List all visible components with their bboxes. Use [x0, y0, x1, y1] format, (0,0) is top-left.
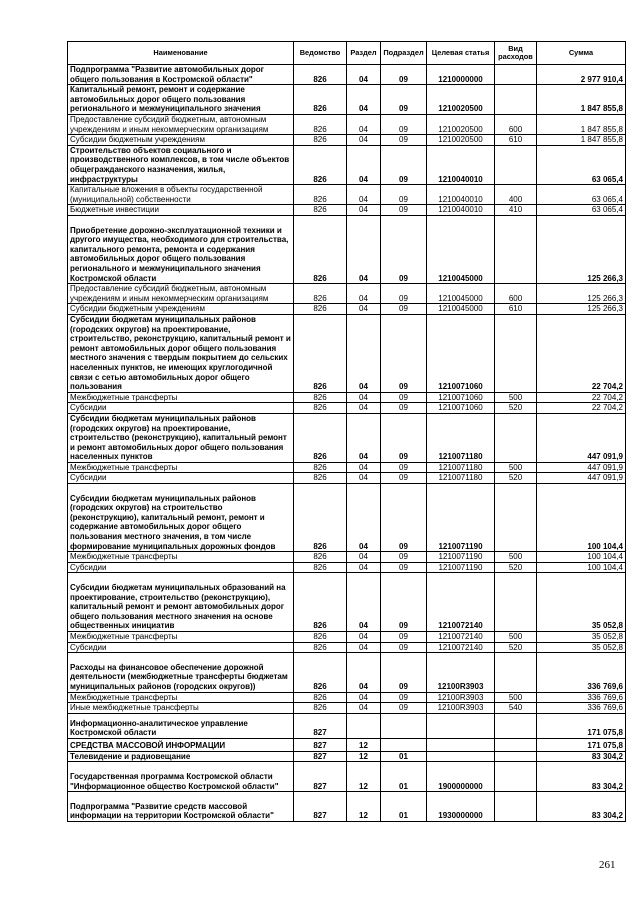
cell-subsection	[381, 738, 427, 751]
cell-target-article: 1210072140	[427, 573, 495, 632]
cell-expense-type	[495, 738, 537, 751]
cell-name: Субсидии бюджетам муниципальных районов (городских округов) на строительство (реконструкцию), капитальный ремонт, ремонт и содержание автомобильных дорог общего пользования местного значения, в том числе формирование муниципальных дорожных фондов	[68, 484, 294, 552]
cell-section: 04	[347, 145, 381, 184]
cell-expense-type: 500	[495, 692, 537, 703]
table-row	[68, 692, 626, 703]
header-expense-type: Вид расходов	[495, 42, 537, 65]
table-row	[68, 751, 626, 762]
cell-expense-type	[495, 314, 537, 392]
cell-section: 04	[347, 642, 381, 653]
header-name: Наименование	[68, 42, 294, 65]
cell-section: 04	[347, 392, 381, 403]
cell-sum: 35 052,8	[537, 573, 626, 632]
cell-sum: 35 052,8	[537, 632, 626, 643]
cell-target-article	[427, 713, 495, 738]
cell-department: 826	[294, 632, 347, 643]
cell-section: 04	[347, 484, 381, 552]
cell-expense-type: 540	[495, 703, 537, 714]
cell-name: Субсидии	[68, 473, 294, 484]
table-row	[68, 653, 626, 692]
cell-expense-type: 500	[495, 392, 537, 403]
cell-subsection: 09	[381, 65, 427, 85]
cell-name: Субсидии бюджетам муниципальных районов (городских округов) на проектирование, строительство (реконструкцию), капитальный ремонт и ремонт автомобильных дорог общего пользования населенных пунктов	[68, 413, 294, 462]
cell-department: 826	[294, 65, 347, 85]
cell-target-article: 1210040010	[427, 145, 495, 184]
cell-department: 826	[294, 392, 347, 403]
cell-section: 04	[347, 473, 381, 484]
cell-subsection: 09	[381, 284, 427, 304]
cell-target-article: 1210040010	[427, 185, 495, 205]
cell-target-article: 1210020500	[427, 135, 495, 146]
table-row	[68, 738, 626, 751]
cell-department: 826	[294, 185, 347, 205]
cell-sum: 22 704,2	[537, 403, 626, 414]
cell-expense-type: 410	[495, 205, 537, 216]
cell-department: 826	[294, 562, 347, 573]
cell-target-article: 1210000000	[427, 65, 495, 85]
cell-name: СРЕДСТВА МАССОВОЙ ИНФОРМАЦИИ	[68, 738, 294, 751]
cell-expense-type: 500	[495, 632, 537, 643]
cell-subsection: 09	[381, 205, 427, 216]
cell-sum: 125 266,3	[537, 304, 626, 315]
cell-target-article: 1210071180	[427, 413, 495, 462]
table-row	[68, 85, 626, 115]
table-row	[68, 762, 626, 792]
cell-sum: 336 769,6	[537, 703, 626, 714]
cell-name: Субсидии	[68, 403, 294, 414]
cell-target-article: 1210071190	[427, 484, 495, 552]
cell-subsection: 09	[381, 632, 427, 643]
cell-subsection: 09	[381, 392, 427, 403]
cell-target-article: 1210071060	[427, 403, 495, 414]
cell-name: Субсидии	[68, 642, 294, 653]
cell-subsection: 09	[381, 462, 427, 473]
table-row	[68, 462, 626, 473]
cell-expense-type	[495, 145, 537, 184]
cell-target-article: 1210072140	[427, 632, 495, 643]
cell-sum: 1 847 855,8	[537, 114, 626, 134]
cell-target-article: 1210071180	[427, 473, 495, 484]
cell-section: 04	[347, 573, 381, 632]
cell-sum: 1 847 855,8	[537, 85, 626, 115]
cell-section: 04	[347, 462, 381, 473]
cell-department: 826	[294, 552, 347, 563]
cell-sum: 447 091,9	[537, 473, 626, 484]
cell-subsection: 09	[381, 145, 427, 184]
cell-target-article	[427, 751, 495, 762]
cell-sum: 1 847 855,8	[537, 135, 626, 146]
cell-subsection: 09	[381, 114, 427, 134]
cell-department: 826	[294, 135, 347, 146]
cell-expense-type: 500	[495, 462, 537, 473]
cell-sum: 447 091,9	[537, 413, 626, 462]
cell-name: Телевидение и радиовещание	[68, 751, 294, 762]
cell-department: 826	[294, 653, 347, 692]
cell-expense-type	[495, 792, 537, 822]
cell-sum: 35 052,8	[537, 642, 626, 653]
table-row	[68, 792, 626, 822]
cell-name: Субсидии бюджетам муниципальных образований на проектирование, строительство (реконструкцию), капитальный ремонт и ремонт автомобильных дорог общего пользования местного значения на основе общественных инициатив	[68, 573, 294, 632]
cell-expense-type	[495, 484, 537, 552]
cell-name: Капитальный ремонт, ремонт и содержание автомобильных дорог общего пользования регионального и межмуниципального значения	[68, 85, 294, 115]
cell-target-article: 1210045000	[427, 215, 495, 283]
cell-section: 12	[347, 738, 381, 751]
cell-section: 12	[347, 762, 381, 792]
cell-sum: 63 065,4	[537, 205, 626, 216]
cell-target-article: 1210071180	[427, 462, 495, 473]
table-row	[68, 284, 626, 304]
table-row	[68, 552, 626, 563]
cell-department: 827	[294, 738, 347, 751]
cell-department: 826	[294, 403, 347, 414]
cell-sum: 447 091,9	[537, 462, 626, 473]
cell-expense-type: 600	[495, 114, 537, 134]
cell-subsection: 09	[381, 135, 427, 146]
cell-department: 826	[294, 304, 347, 315]
cell-name: Подпрограмма "Развитие автомобильных дорог общего пользования в Костромской области"	[68, 65, 294, 85]
table-header-row	[68, 42, 626, 65]
cell-section: 04	[347, 185, 381, 205]
table-row	[68, 403, 626, 414]
cell-expense-type: 610	[495, 135, 537, 146]
cell-subsection: 01	[381, 792, 427, 822]
cell-subsection: 01	[381, 751, 427, 762]
table-body	[68, 65, 626, 822]
cell-target-article: 1210020500	[427, 114, 495, 134]
cell-target-article: 12100R3903	[427, 703, 495, 714]
cell-name: Бюджетные инвестиции	[68, 205, 294, 216]
cell-name: Строительство объектов социального и производственного комплексов, в том числе объектов общегражданского назначения, жилья, инфраструктуры	[68, 145, 294, 184]
cell-name: Субсидии бюджетам муниципальных районов (городских округов) на проектирование, строительство, реконструкцию, капитальный ремонт и ремонт автомобильных дорог общего пользования местного значения с твердым покрытием до сельских населенных пунктов, не имеющих круглогодичной связи с сетью автомобильных дорог общего пользования	[68, 314, 294, 392]
cell-subsection: 09	[381, 573, 427, 632]
cell-subsection	[381, 713, 427, 738]
cell-sum: 83 304,2	[537, 751, 626, 762]
cell-department: 827	[294, 713, 347, 738]
cell-section: 04	[347, 65, 381, 85]
cell-subsection: 09	[381, 85, 427, 115]
cell-expense-type	[495, 65, 537, 85]
cell-expense-type	[495, 762, 537, 792]
cell-subsection: 09	[381, 562, 427, 573]
cell-name: Капитальные вложения в объекты государственной (муниципальной) собственности	[68, 185, 294, 205]
cell-target-article: 12100R3903	[427, 692, 495, 703]
cell-target-article: 1210040010	[427, 205, 495, 216]
cell-sum: 171 075,8	[537, 738, 626, 751]
cell-section: 04	[347, 284, 381, 304]
cell-section: 04	[347, 413, 381, 462]
cell-target-article: 1900000000	[427, 762, 495, 792]
header-sum: Сумма	[537, 42, 626, 65]
cell-sum: 63 065,4	[537, 145, 626, 184]
cell-department: 826	[294, 314, 347, 392]
cell-target-article	[427, 738, 495, 751]
cell-section: 04	[347, 403, 381, 414]
page-number: 261	[599, 859, 616, 871]
cell-section: 04	[347, 703, 381, 714]
cell-sum: 22 704,2	[537, 314, 626, 392]
cell-sum: 125 266,3	[537, 215, 626, 283]
cell-section: 12	[347, 792, 381, 822]
cell-subsection: 09	[381, 484, 427, 552]
table-row	[68, 185, 626, 205]
cell-department: 826	[294, 205, 347, 216]
cell-expense-type	[495, 751, 537, 762]
cell-department: 826	[294, 692, 347, 703]
cell-department: 826	[294, 85, 347, 115]
table-row	[68, 392, 626, 403]
table-row	[68, 145, 626, 184]
cell-section: 04	[347, 304, 381, 315]
table-row	[68, 713, 626, 738]
cell-expense-type: 520	[495, 403, 537, 414]
cell-subsection: 09	[381, 403, 427, 414]
cell-expense-type: 520	[495, 473, 537, 484]
cell-subsection: 09	[381, 413, 427, 462]
table-row	[68, 205, 626, 216]
table-row	[68, 114, 626, 134]
cell-section	[347, 713, 381, 738]
cell-name: Межбюджетные трансферты	[68, 462, 294, 473]
cell-subsection: 09	[381, 215, 427, 283]
cell-name: Подпрограмма "Развитие средств массовой информации на территории Костромской области"	[68, 792, 294, 822]
cell-subsection: 09	[381, 653, 427, 692]
cell-name: Предоставление субсидий бюджетным, автономным учреждениям и иным некоммерческим организациям	[68, 114, 294, 134]
cell-sum: 22 704,2	[537, 392, 626, 403]
cell-department: 826	[294, 215, 347, 283]
cell-department: 826	[294, 484, 347, 552]
cell-section: 04	[347, 552, 381, 563]
cell-sum: 125 266,3	[537, 284, 626, 304]
cell-department: 826	[294, 473, 347, 484]
cell-expense-type: 500	[495, 552, 537, 563]
cell-subsection: 09	[381, 473, 427, 484]
cell-target-article: 1210071060	[427, 392, 495, 403]
table-row	[68, 632, 626, 643]
cell-sum: 100 104,4	[537, 562, 626, 573]
cell-sum: 63 065,4	[537, 185, 626, 205]
table-row	[68, 642, 626, 653]
cell-sum: 100 104,4	[537, 552, 626, 563]
cell-target-article: 1210071060	[427, 314, 495, 392]
cell-sum: 83 304,2	[537, 792, 626, 822]
cell-name: Иные межбюджетные трансферты	[68, 703, 294, 714]
cell-section: 04	[347, 205, 381, 216]
cell-subsection: 01	[381, 762, 427, 792]
cell-subsection: 09	[381, 304, 427, 315]
cell-sum: 2 977 910,4	[537, 65, 626, 85]
cell-section: 04	[347, 632, 381, 643]
cell-target-article: 1210045000	[427, 284, 495, 304]
cell-target-article: 1210045000	[427, 304, 495, 315]
cell-section: 04	[347, 135, 381, 146]
cell-name: Межбюджетные трансферты	[68, 392, 294, 403]
cell-name: Межбюджетные трансферты	[68, 552, 294, 563]
cell-expense-type: 520	[495, 562, 537, 573]
cell-target-article: 1210071190	[427, 562, 495, 573]
cell-department: 826	[294, 114, 347, 134]
table-row	[68, 304, 626, 315]
cell-sum: 336 769,6	[537, 692, 626, 703]
table-row	[68, 135, 626, 146]
cell-section: 04	[347, 215, 381, 283]
cell-expense-type: 520	[495, 642, 537, 653]
cell-sum: 83 304,2	[537, 762, 626, 792]
cell-target-article: 1210071190	[427, 552, 495, 563]
cell-expense-type: 610	[495, 304, 537, 315]
cell-name: Информационно-аналитическое управление Костромской области	[68, 713, 294, 738]
table-row	[68, 703, 626, 714]
cell-name: Межбюджетные трансферты	[68, 692, 294, 703]
cell-name: Субсидии бюджетным учреждениям	[68, 135, 294, 146]
cell-section: 04	[347, 314, 381, 392]
cell-expense-type	[495, 215, 537, 283]
table-row	[68, 484, 626, 552]
table-row	[68, 215, 626, 283]
cell-expense-type	[495, 85, 537, 115]
cell-department: 827	[294, 792, 347, 822]
cell-department: 826	[294, 573, 347, 632]
cell-department: 827	[294, 751, 347, 762]
cell-target-article: 1210020500	[427, 85, 495, 115]
cell-expense-type	[495, 413, 537, 462]
cell-department: 826	[294, 462, 347, 473]
cell-target-article: 1210072140	[427, 642, 495, 653]
cell-department: 827	[294, 762, 347, 792]
cell-section: 04	[347, 653, 381, 692]
cell-subsection: 09	[381, 185, 427, 205]
cell-name: Предоставление субсидий бюджетным, автономным учреждениям и иным некоммерческим организациям	[68, 284, 294, 304]
cell-section: 04	[347, 562, 381, 573]
budget-table	[67, 41, 626, 822]
cell-department: 826	[294, 703, 347, 714]
cell-section: 04	[347, 85, 381, 115]
header-subsection: Подраздел	[381, 42, 427, 65]
cell-department: 826	[294, 413, 347, 462]
cell-name: Приобретение дорожно-эксплуатационной техники и другого имущества, необходимого для строительства, капитального ремонта, ремонта и содержания автомобильных дорог общего пользования регионального и межмуниципального значения Костромской области	[68, 215, 294, 283]
table-row	[68, 314, 626, 392]
cell-name: Межбюджетные трансферты	[68, 632, 294, 643]
cell-subsection: 09	[381, 692, 427, 703]
cell-sum: 171 075,8	[537, 713, 626, 738]
cell-name: Субсидии	[68, 562, 294, 573]
cell-section: 04	[347, 692, 381, 703]
header-section: Раздел	[347, 42, 381, 65]
cell-target-article: 12100R3903	[427, 653, 495, 692]
cell-name: Государственная программа Костромской области "Информационное общество Костромской области"	[68, 762, 294, 792]
cell-sum: 100 104,4	[537, 484, 626, 552]
cell-section: 12	[347, 751, 381, 762]
cell-expense-type: 400	[495, 185, 537, 205]
table-row	[68, 562, 626, 573]
cell-expense-type	[495, 653, 537, 692]
cell-section: 04	[347, 114, 381, 134]
cell-name: Субсидии бюджетным учреждениям	[68, 304, 294, 315]
cell-department: 826	[294, 642, 347, 653]
header-target-article: Целевая статья	[427, 42, 495, 65]
cell-department: 826	[294, 284, 347, 304]
cell-expense-type	[495, 713, 537, 738]
table-row	[68, 413, 626, 462]
cell-target-article: 1930000000	[427, 792, 495, 822]
cell-expense-type	[495, 573, 537, 632]
cell-subsection: 09	[381, 314, 427, 392]
table-row	[68, 473, 626, 484]
cell-sum: 336 769,6	[537, 653, 626, 692]
cell-expense-type: 600	[495, 284, 537, 304]
table-row	[68, 573, 626, 632]
cell-name: Расходы на финансовое обеспечение дорожной деятельности (межбюджетные трансферты бюджетам муниципальных районов (городских округов))	[68, 653, 294, 692]
header-department: Ведомство	[294, 42, 347, 65]
cell-subsection: 09	[381, 703, 427, 714]
table-row	[68, 65, 626, 85]
cell-department: 826	[294, 145, 347, 184]
cell-subsection: 09	[381, 642, 427, 653]
cell-subsection: 09	[381, 552, 427, 563]
